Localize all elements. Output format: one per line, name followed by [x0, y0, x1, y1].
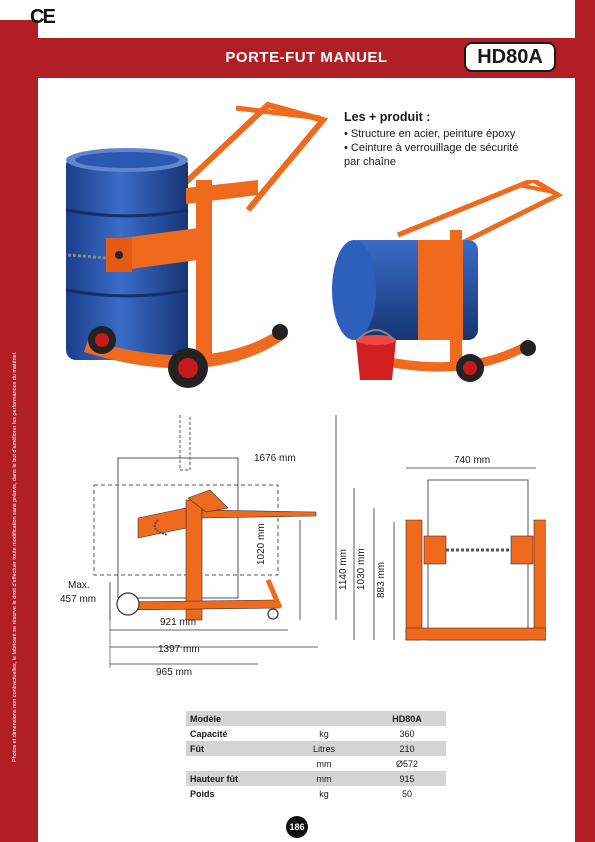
dim-h3: 883 mm	[376, 561, 387, 598]
table-cell	[280, 711, 368, 726]
dim-width-top: 740 mm	[454, 455, 491, 466]
right-red-band	[575, 0, 595, 842]
table-cell: Fût	[186, 741, 280, 756]
table-cell: Ø572	[395, 758, 419, 769]
table-cell	[186, 756, 280, 771]
front-view-drawing	[346, 460, 546, 650]
disclaimer-text: Photos et dimensions non contractuelles, le fabricant se réserve le droit d'effectuer toute modification sans préavis, dans le but d'améliorer les performances du matériel.	[12, 351, 18, 762]
table-cell: Capacité	[190, 728, 228, 739]
table-cell: kg	[319, 728, 329, 739]
table-row	[186, 756, 446, 771]
dim-max-label: Max.	[68, 580, 90, 591]
page-number: 186	[286, 816, 308, 838]
table-row	[186, 711, 446, 726]
catalog-page	[30, 0, 575, 842]
table-cell: 210	[368, 741, 446, 756]
disclaimer-note	[12, 262, 26, 762]
table-row	[186, 771, 446, 786]
side-view-drawing	[68, 410, 348, 700]
table-cell: Modèle	[186, 711, 280, 726]
left-red-band	[0, 20, 38, 842]
dim-max-value: 457 mm	[60, 594, 97, 605]
dim-min-length: 965 mm	[156, 667, 193, 678]
product-photo-tilted	[318, 180, 568, 390]
table-cell: Litres	[280, 741, 368, 756]
feature-item: • Ceinture à verrouillage de sécurité	[344, 142, 519, 154]
dim-overall-length: 1397 mm	[158, 644, 200, 655]
table-cell: HD80A	[368, 711, 446, 726]
table-cell: Poids	[190, 788, 215, 799]
table-cell: mm	[280, 771, 368, 786]
feature-item: • Structure en acier, peinture époxy	[344, 128, 516, 140]
table-row	[186, 786, 446, 801]
features-heading: Les + produit :	[344, 110, 431, 124]
table-cell: 50	[401, 788, 412, 799]
dim-base-length: 921 mm	[160, 617, 197, 628]
table-cell: kg	[319, 788, 329, 799]
dim-h2: 1030 mm	[356, 548, 367, 590]
table-cell: mm	[316, 758, 332, 769]
model-badge: HD80A	[464, 42, 556, 72]
table-cell: 915	[368, 771, 446, 786]
table-cell: 360	[399, 728, 415, 739]
table-row	[186, 726, 446, 741]
spec-table	[186, 711, 446, 801]
dim-height-hook: 1020 mm	[256, 523, 267, 565]
page-title: PORTE-FUT MANUEL	[225, 49, 388, 66]
features-box	[344, 110, 564, 169]
feature-item: par chaîne	[344, 156, 396, 168]
ce-mark: CE	[30, 6, 54, 28]
dim-h1: 1140 mm	[338, 549, 349, 590]
title-banner	[38, 38, 575, 78]
table-row	[186, 741, 446, 756]
product-photo-upright	[58, 100, 328, 395]
dim-height-total: 1676 mm	[254, 453, 296, 464]
table-cell: Hauteur fût	[186, 771, 280, 786]
